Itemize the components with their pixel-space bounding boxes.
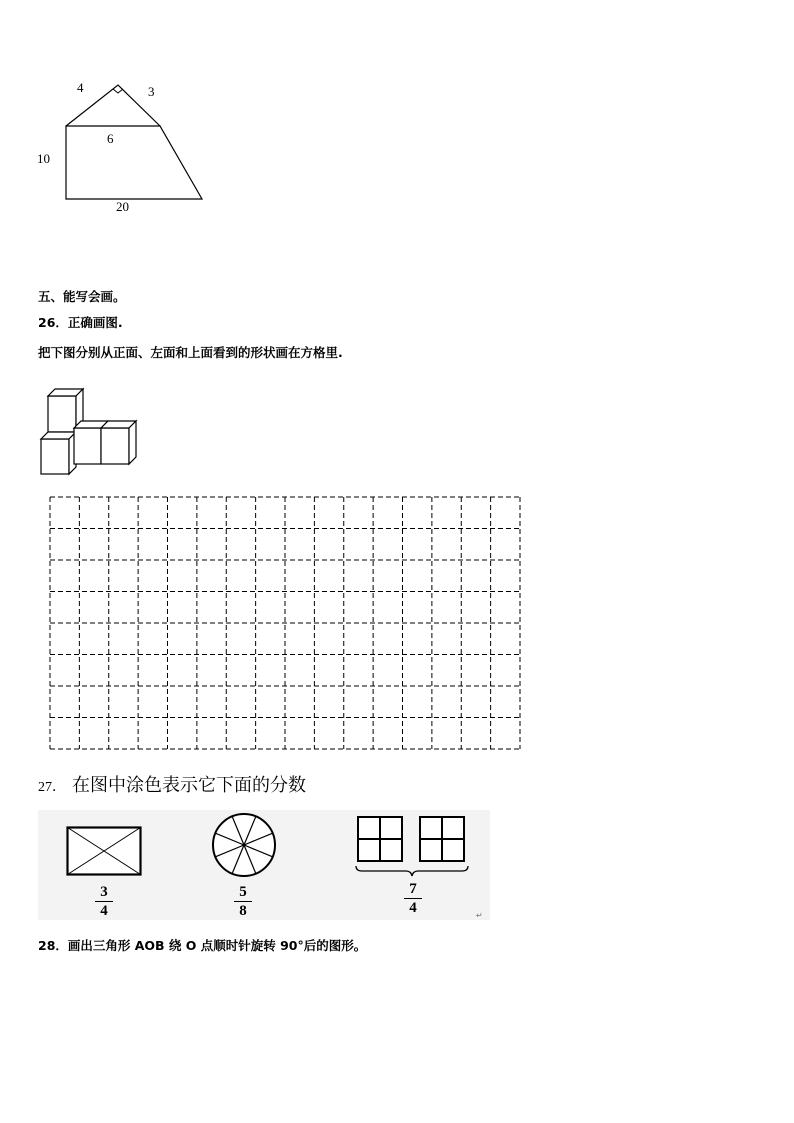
two-squares-shape[interactable] — [352, 814, 472, 880]
q27-title: 在图中涂色表示它下面的分数 — [72, 775, 306, 796]
q27-number: 27． — [38, 780, 66, 795]
label-20: 20 — [116, 199, 129, 214]
numerator: 7 — [409, 881, 417, 897]
label-4: 4 — [77, 80, 84, 95]
cubes-figure — [38, 382, 138, 477]
label-3: 3 — [148, 84, 155, 99]
fraction-5-8 — [228, 884, 258, 919]
composite-figure — [30, 75, 220, 215]
numerator: 5 — [239, 884, 247, 900]
q26-instruction: 把下图分别从正面、左面和上面看到的形状画在方格里. — [38, 345, 343, 360]
denominator: 4 — [409, 900, 417, 916]
q28-text: 28．画出三角形 AOB 绕 O 点顺时针旋转 90°后的图形。 — [38, 938, 367, 953]
q27-heading — [38, 771, 306, 797]
numerator: 3 — [100, 884, 108, 900]
fraction-3-4 — [89, 884, 119, 919]
return-mark-icon: ↵ — [476, 911, 483, 920]
denominator: 8 — [239, 903, 247, 919]
q26-title — [38, 313, 123, 331]
circle-shape[interactable] — [211, 812, 277, 878]
label-6: 6 — [107, 131, 114, 146]
fraction-7-4 — [398, 881, 428, 916]
q26-number: 26． — [38, 315, 68, 330]
drawing-grid[interactable] — [49, 496, 521, 750]
label-10: 10 — [37, 151, 50, 166]
section-title: 五、能写会画。 — [38, 289, 126, 304]
denominator: 4 — [100, 903, 108, 919]
rectangle-shape[interactable] — [66, 826, 142, 876]
q26-title-text: 正确画图. — [67, 315, 123, 330]
